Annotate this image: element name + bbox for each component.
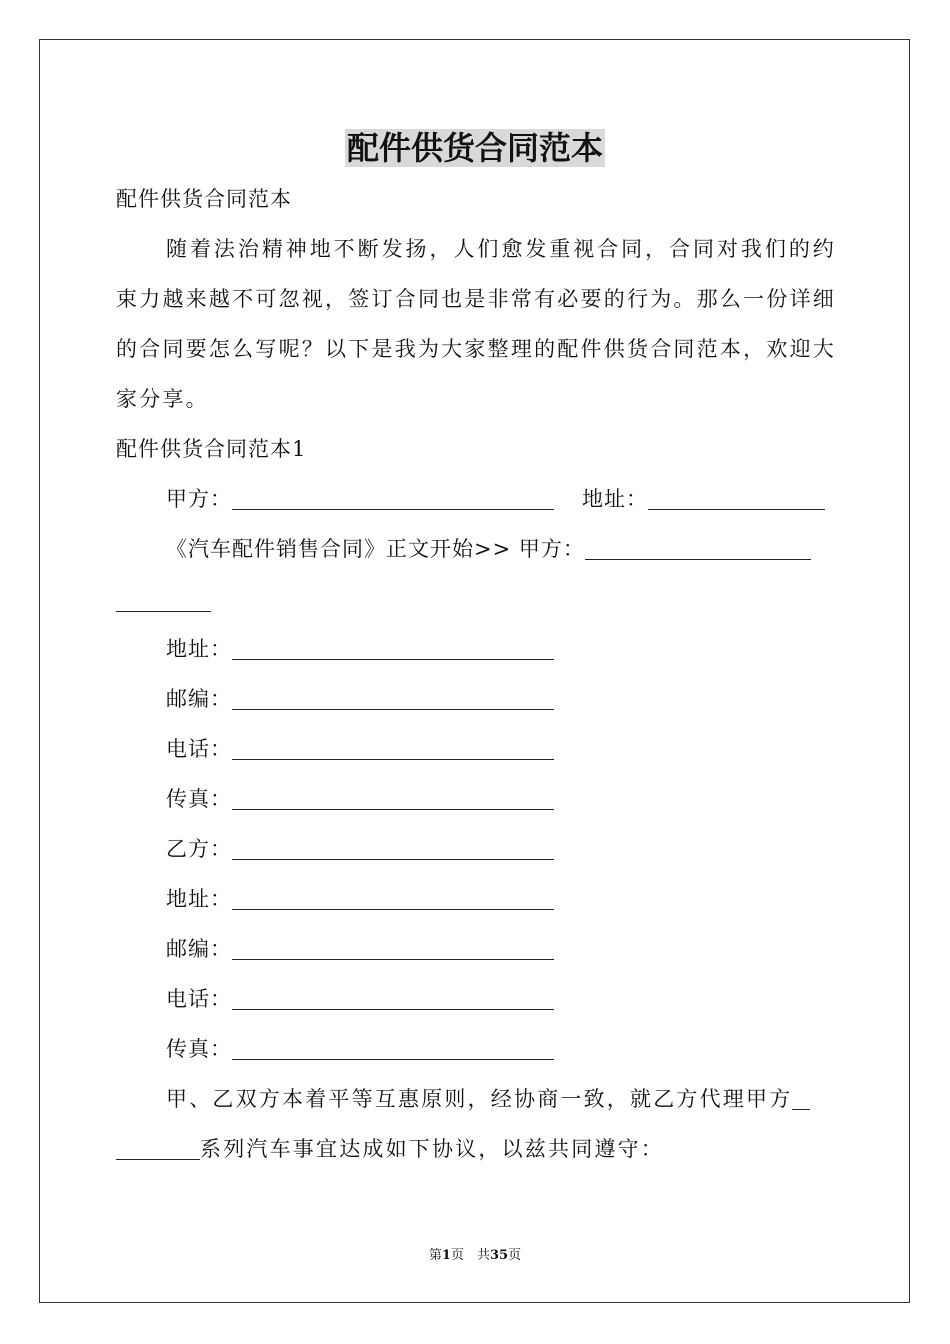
footer-page-number: 1 <box>441 1248 451 1263</box>
address-inline-blank[interactable] <box>648 489 825 510</box>
agreement-blank[interactable] <box>792 1089 810 1110</box>
party-a-label: 甲方： <box>166 487 232 511</box>
field-blank[interactable] <box>232 789 554 810</box>
party-a-row <box>166 484 825 514</box>
field-label: 地址： <box>166 887 232 911</box>
field-label: 传真： <box>166 787 232 811</box>
intro-paragraph: 随着法治精神地不断发扬，人们愈发重视合同，合同对我们的约束力越来越不可忽视，签订合同也是非常有必要的行为。那么一份详细的合同要怎么写呢？以下是我为大家整理的配件供货合同范本，欢迎大家分享。 <box>116 237 836 411</box>
contract-party-a-blank[interactable] <box>585 539 811 560</box>
field-blank[interactable] <box>232 889 554 910</box>
document-title-text: 配件供货合同范本 <box>346 129 603 167</box>
address-label-inline: 地址： <box>582 487 648 511</box>
footer-mid: 页 共 <box>450 1248 490 1263</box>
field-blank[interactable] <box>232 939 554 960</box>
field-label: 电话： <box>166 987 232 1011</box>
field-row <box>166 634 554 664</box>
field-blank[interactable] <box>232 989 554 1010</box>
agreement-line-2 <box>116 1134 664 1164</box>
section-heading: 配件供货合同范本1 <box>116 437 307 461</box>
field-row <box>166 884 554 914</box>
field-row <box>166 934 554 964</box>
contract-party-a-blank-continued <box>116 586 211 616</box>
field-blank[interactable] <box>232 739 554 760</box>
field-label: 邮编： <box>166 687 232 711</box>
party-a-blank[interactable] <box>232 489 554 510</box>
field-row <box>166 1034 554 1064</box>
field-blank[interactable] <box>232 689 554 710</box>
field-row <box>166 784 554 814</box>
field-label: 地址： <box>166 637 232 661</box>
document-title <box>0 128 950 168</box>
footer-total-pages: 35 <box>489 1248 509 1263</box>
footer-prefix: 第 <box>428 1248 442 1263</box>
agreement-line-1 <box>166 1084 810 1114</box>
field-label: 电话： <box>166 737 232 761</box>
contract-start-text: 《汽车配件销售合同》正文开始>> 甲方： <box>166 537 585 561</box>
contract-start-row <box>166 534 811 564</box>
contract-party-a-blank-2[interactable] <box>116 591 211 612</box>
field-blank[interactable] <box>232 1039 554 1060</box>
field-label: 传真： <box>166 1037 232 1061</box>
document-subtitle: 配件供货合同范本 <box>116 187 292 211</box>
field-label: 乙方： <box>166 837 232 861</box>
field-blank[interactable] <box>232 639 554 660</box>
field-blank[interactable] <box>232 839 554 860</box>
agreement-blank-2[interactable] <box>116 1139 200 1160</box>
field-label: 邮编： <box>166 937 232 961</box>
field-row <box>166 734 554 764</box>
field-row <box>166 984 554 1014</box>
field-row <box>166 684 554 714</box>
field-row <box>166 834 554 864</box>
agreement-text-2: 系列汽车事宜达成如下协议，以兹共同遵守： <box>200 1137 664 1161</box>
footer-suffix: 页 <box>508 1248 522 1263</box>
agreement-text-1: 甲、乙双方本着平等互惠原则，经协商一致，就乙方代理甲方 <box>166 1087 793 1111</box>
page-footer <box>0 1247 950 1265</box>
